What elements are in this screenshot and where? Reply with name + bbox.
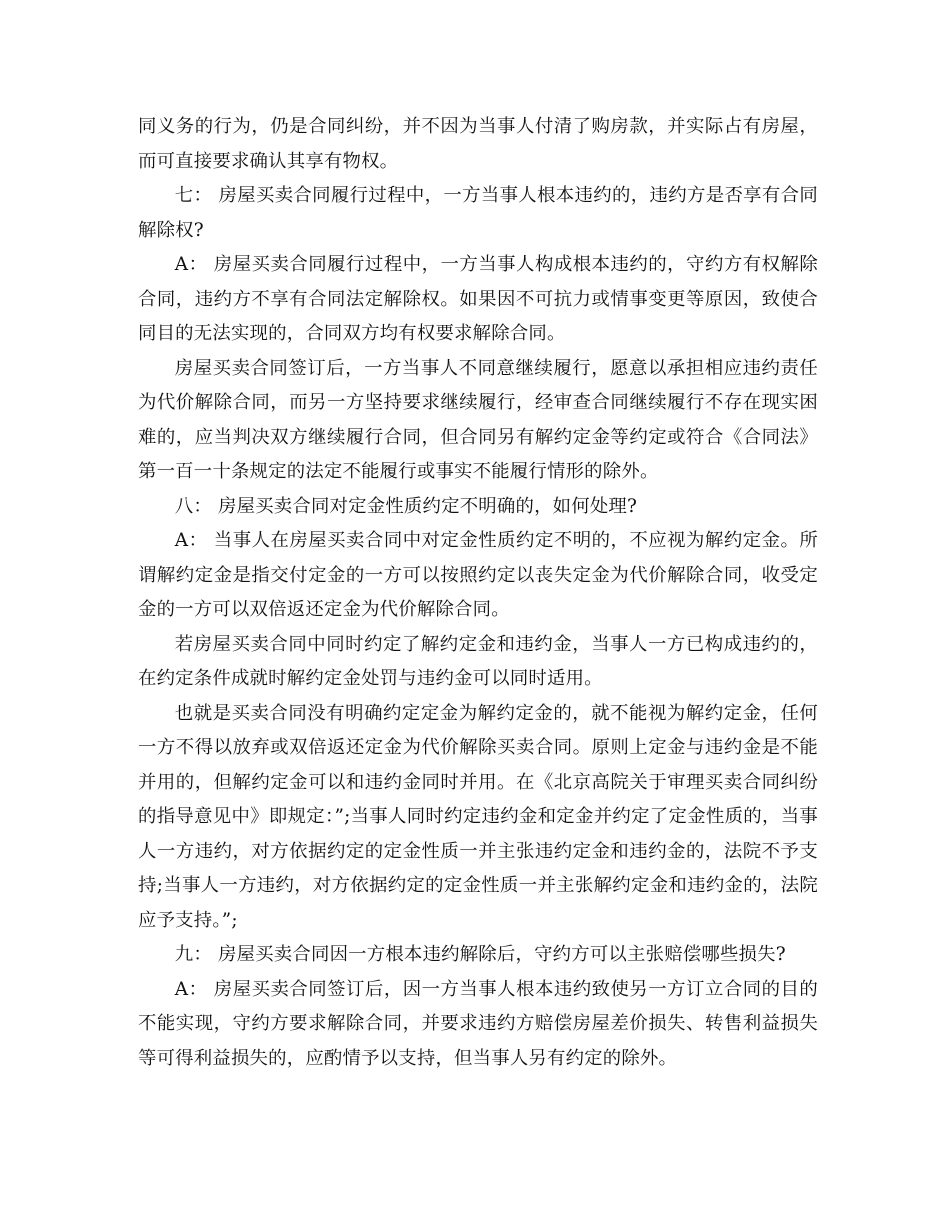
answer-eight: A： 当事人在房屋买卖合同中对定金性质约定不明的，不应视为解约定金。所谓解约定金是指交付定金的一方可以按照约定以丧失定金为代价解除合同，收受定金的一方可以双倍返还定金为代价解除合同。 <box>138 530 818 620</box>
paragraph-continuation: 同义务的行为，仍是合同纠纷，并不因为当事人付清了购房款，并实际占有房屋，而可直接要求确认其享有物权。 <box>138 116 818 172</box>
question-nine: 九： 房屋买卖合同因一方根本违约解除后，守约方可以主张赔偿哪些损失? <box>174 944 786 965</box>
paragraph-eight-explanation: 也就是买卖合同没有明确约定定金为解约定金的，就不能视为解约定金，任何一方不得以放弃或双倍返还定金为代价解除买卖合同。原则上定金与违约金是不能并用的，但解约定金可以和违约金同时并用。在《北京高院关于审理买卖合同纠纷的指导意见中》即规定：”;当事人同时约定违约金和定金并约定了定金性质的，当事人一方违约，对方依据约定的定金性质一并主张违约定金和违约金的，法院不予支持;当事人一方违约，对方依据约定的定金性质一并主张解约定金和违约金的，法院应予支持。”; <box>138 702 818 931</box>
answer-seven: A： 房屋买卖合同履行过程中，一方当事人构成根本违约的，守约方有权解除合同，违约方不享有合同法定解除权。如果因不可抗力或情事变更等原因，致使合同目的无法实现的，合同双方均有权要求解除合同。 <box>138 254 818 344</box>
question-eight: 八： 房屋买卖合同对定金性质约定不明确的，如何处理? <box>174 495 638 517</box>
paragraph-eight-detail: 若房屋买卖合同中同时约定了解约定金和违约金，当事人一方已构成违约的，在约定条件成就时解约定金处罚与违约金可以同时适用。 <box>138 633 818 689</box>
paragraph-seven-detail: 房屋买卖合同签订后，一方当事人不同意继续履行，愿意以承担相应违约责任为代价解除合同，而另一方坚持要求继续履行，经审查合同继续履行不存在现实困难的，应当判决双方继续履行合同，但合同另有解约定金等约定或符合《合同法》第一百一十条规定的法定不能履行或事实不能履行情形的除外。 <box>138 357 818 482</box>
answer-nine: A： 房屋买卖合同签订后，因一方当事人根本违约致使另一方订立合同的目的不能实现，守约方要求解除合同，并要求违约方赔偿房屋差价损失、转售利益损失等可得利益损失的，应酌情予以支持，但当事人另有约定的除外。 <box>138 978 818 1069</box>
document-body <box>138 110 818 1076</box>
question-seven: 七： 房屋买卖合同履行过程中，一方当事人根本违约的，违约方是否享有合同解除权? <box>138 185 818 241</box>
